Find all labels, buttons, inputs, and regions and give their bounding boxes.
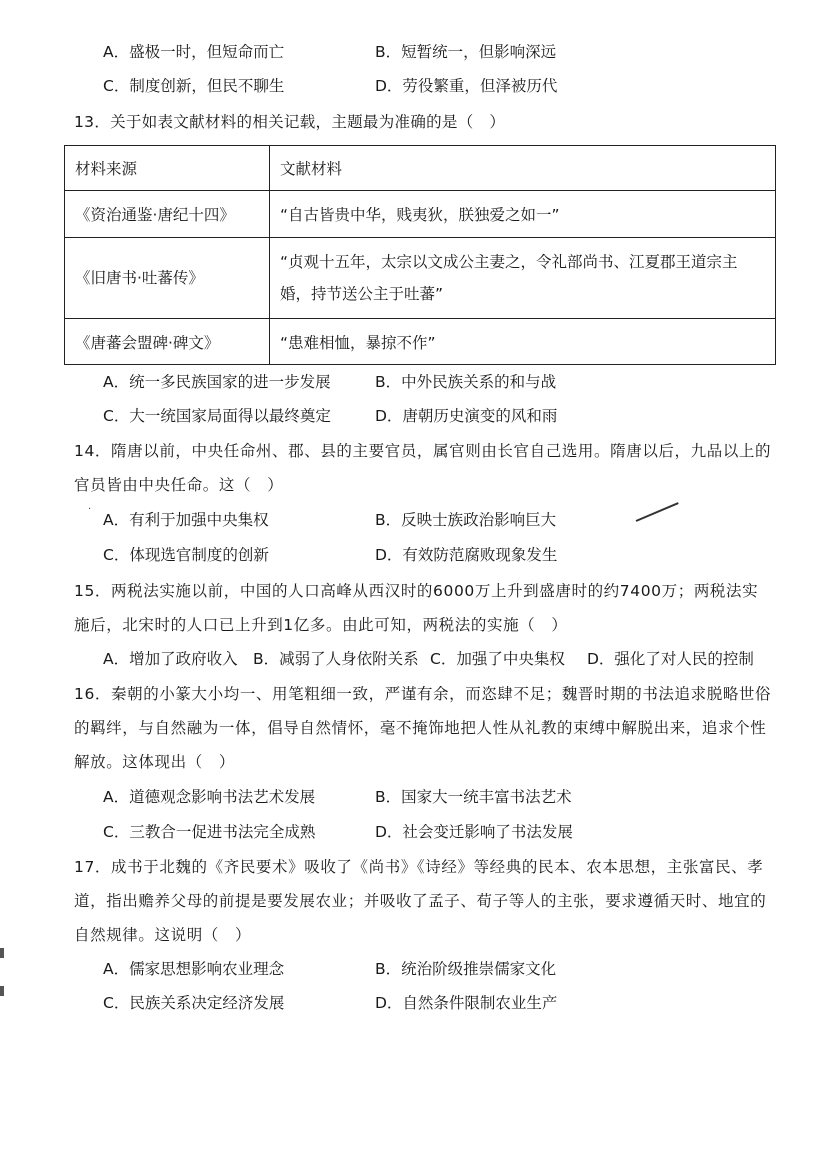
q12-option-b: B．短暂统一，但影响深远: [375, 43, 557, 61]
pen-dot-mark: ·: [88, 504, 92, 515]
table-cell-source: 《旧唐书·吐蕃传》: [65, 238, 270, 319]
q16-option-b: B．国家大一统丰富书法艺术: [375, 788, 572, 806]
q16-option-a: A．道德观念影响书法艺术发展: [103, 788, 316, 806]
table-cell-material: “患难相恤，暴掠不作”: [270, 319, 776, 365]
q17-stem: 17．成书于北魏的《齐民要术》吸收了《尚书》《诗经》等经典的民本、农本思想，主张富民、孝道，指出赡养父母的前提是要发展农业；并吸收了孟子、荀子等人的主张，要求遵循天时、地宜的自然规律。这说明（ ）: [74, 858, 767, 944]
q17-option-a: A．儒家思想影响农业理念: [103, 960, 285, 978]
table-cell-material: “贞观十五年，太宗以文成公主妻之，令礼部尚书、江夏郡王道宗主婚，持节送公主于吐蕃”: [270, 238, 776, 319]
pen-stroke-mark: [636, 502, 679, 522]
q13-option-b: B．中外民族关系的和与战: [375, 373, 557, 391]
q13-option-c: C．大一统国家局面得以最终奠定: [103, 407, 331, 425]
q15-stem: 15．两税法实施以前，中国的人口高峰从西汉时的6000万上升到盛唐时的约7400万；两税法实施后，北宋时的人口已上升到1亿多。由此可知，两税法的实施（ ）: [74, 582, 759, 634]
q12-option-a: A．盛极一时，但短命而亡: [103, 43, 285, 61]
q17-option-b: B．统治阶级推崇儒家文化: [375, 960, 557, 978]
q14-option-b: B．反映士族政治影响巨大: [375, 511, 557, 529]
table-header-row: [65, 146, 776, 191]
table-cell-material: “自古皆贵中华，贱夷狄，朕独爱之如一”: [270, 191, 776, 238]
table-row: [65, 238, 776, 319]
q15-option-d: D．强化了对人民的控制: [587, 650, 754, 668]
q14-option-a: A．有利于加强中央集权: [103, 511, 269, 529]
table-cell-source: 《唐蕃会盟碑·碑文》: [65, 319, 270, 365]
table-cell-source: 《资治通鉴·唐纪十四》: [65, 191, 270, 238]
q16-option-c: C．三教合一促进书法完全成熟: [103, 823, 316, 841]
q15-option-c: C．加强了中央集权: [430, 650, 565, 668]
q12-option-c: C．制度创新，但民不聊生: [103, 77, 285, 95]
table-header-material: 文献材料: [270, 146, 776, 191]
q17-option-d: D．自然条件限制农业生产: [375, 994, 558, 1012]
q15-option-b: B．减弱了人身依附关系: [253, 650, 419, 668]
q14-option-c: C．体现选官制度的创新: [103, 546, 269, 564]
q13-stem: 13．关于如表文献材料的相关记载，主题最为准确的是（ ）: [74, 113, 506, 131]
scan-edge-mark: [0, 986, 4, 996]
source-table: [64, 145, 776, 365]
q12-option-d: D．劳役繁重，但泽被历代: [375, 77, 558, 95]
q14-stem: 14．隋唐以前，中央任命州、郡、县的主要官员，属官则由长官自己选用。隋唐以后，九品以上的官员皆由中央任命。这（ ）: [74, 442, 772, 494]
q17-option-c: C．民族关系决定经济发展: [103, 994, 285, 1012]
q16-stem: 16．秦朝的小篆大小均一、用笔粗细一致，严谨有余，而恣肆不足；魏晋时期的书法追求脱略世俗的羁绊，与自然融为一体，倡导自然情怀，毫不掩饰地把人性从礼教的束缚中解脱出来，追求个性解放。这体现出（ ）: [74, 685, 772, 771]
q13-option-d: D．唐朝历史演变的风和雨: [375, 407, 558, 425]
table-header-source: 材料来源: [65, 146, 270, 191]
q13-option-a: A．统一多民族国家的进一步发展: [103, 373, 331, 391]
table-row: [65, 319, 776, 365]
table-row: [65, 191, 776, 238]
scan-edge-mark: [0, 948, 4, 958]
q15-option-a: A．增加了政府收入: [103, 650, 238, 668]
q16-option-d: D．社会变迁影响了书法发展: [375, 823, 573, 841]
q14-option-d: D．有效防范腐败现象发生: [375, 546, 558, 564]
